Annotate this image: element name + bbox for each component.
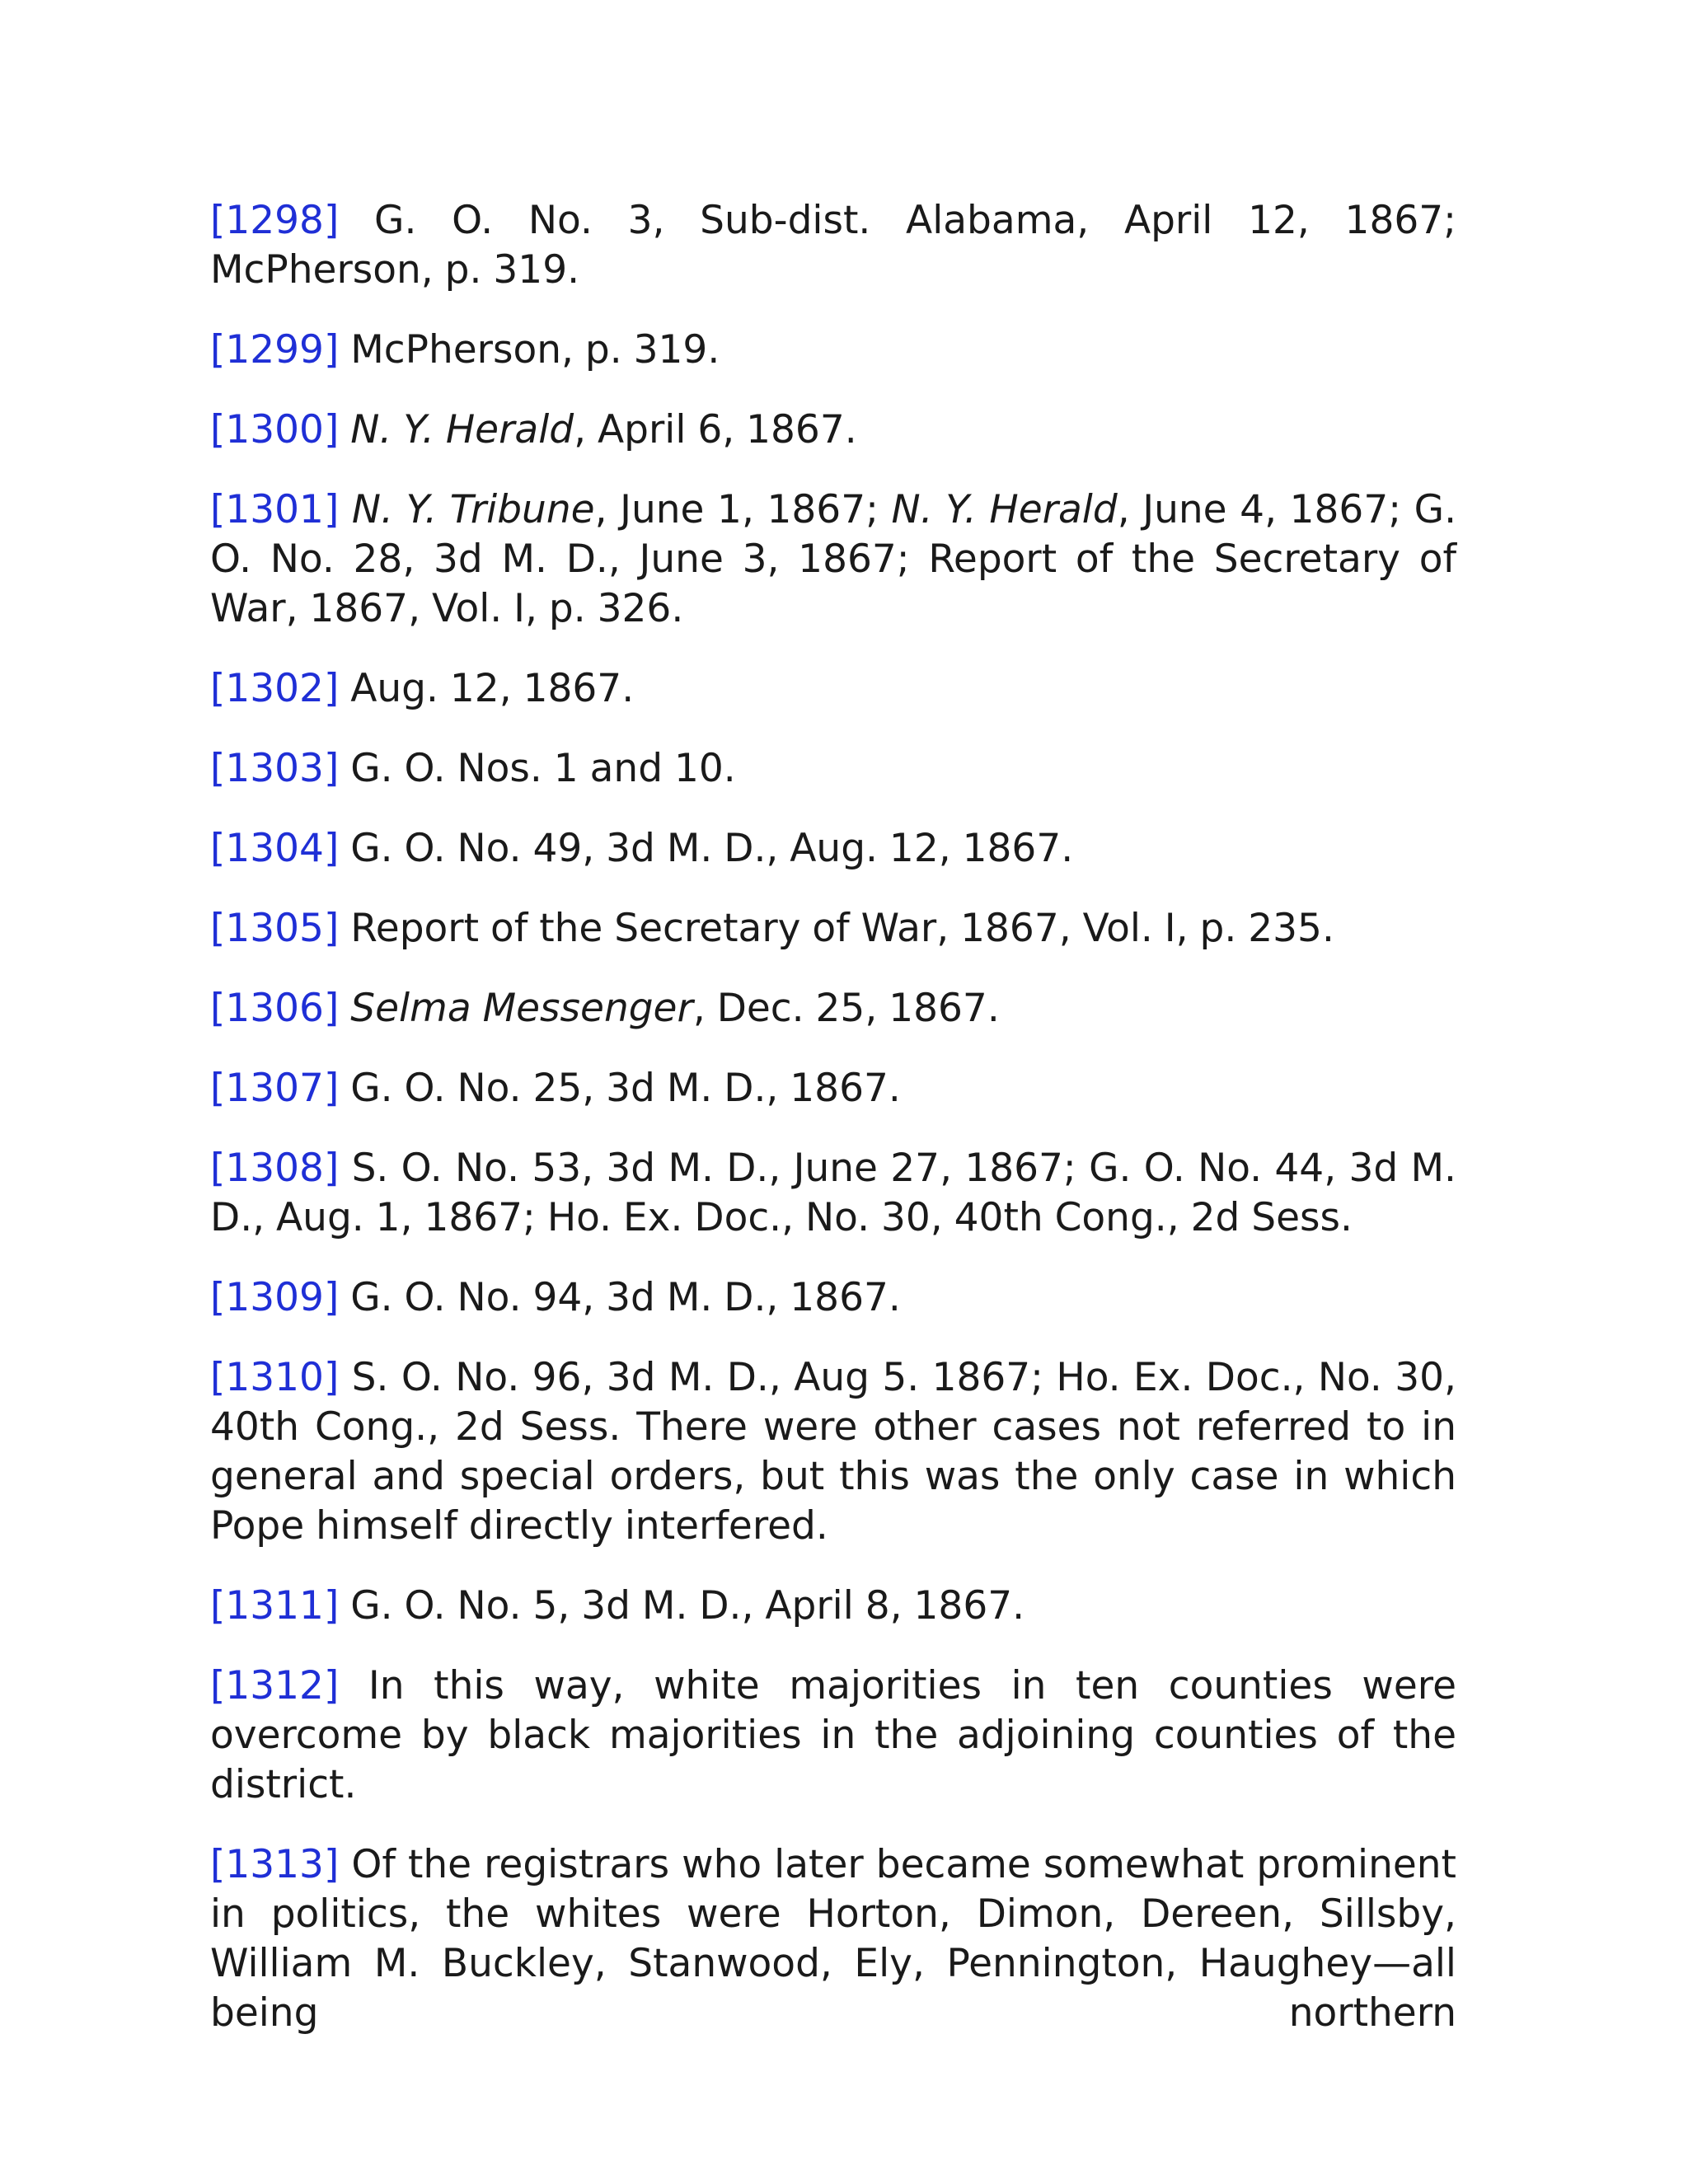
footnote (210, 1840, 1456, 2038)
footnote (210, 1353, 1456, 1551)
footnote (210, 904, 1456, 954)
footnote-ref-link[interactable]: [1312] (210, 1663, 340, 1708)
footnote-text (339, 487, 352, 532)
footnote-ref-link[interactable]: [1300] (210, 407, 340, 452)
footnote-text: , June 1, 1867; (594, 487, 892, 532)
newspaper-title: N. Y. Tribune (351, 487, 595, 532)
footnote (210, 326, 1456, 375)
newspaper-title: N. Y. Herald (350, 407, 574, 452)
footnote-text (339, 407, 350, 452)
footnote-ref-link[interactable]: [1302] (210, 666, 340, 711)
footnote-text: G. O. No. 25, 3d M. D., 1867. (339, 1066, 901, 1111)
footnote (210, 824, 1456, 874)
footnote-text: G. O. Nos. 1 and 10. (339, 746, 736, 791)
footnote-text: G. O. No. 5, 3d M. D., April 8, 1867. (339, 1583, 1025, 1629)
footnote (210, 485, 1456, 634)
footnote-ref-link[interactable]: [1305] (210, 906, 340, 951)
footnote (210, 1661, 1456, 1810)
footnote-ref-link[interactable]: [1298] (210, 198, 340, 243)
footnote (210, 1273, 1456, 1323)
footnote-text: Aug. 12, 1867. (339, 666, 635, 711)
footnote-ref-link[interactable]: [1299] (210, 327, 340, 373)
footnote-ref-link[interactable]: [1307] (210, 1066, 340, 1111)
footnote-ref-link[interactable]: [1310] (210, 1355, 340, 1400)
footnote-ref-link[interactable]: [1309] (210, 1275, 340, 1320)
footnote-text: McPherson, p. 319. (339, 327, 720, 373)
footnote-text: , April 6, 1867. (574, 407, 857, 452)
footnote-text: In this way, white majorities in ten counties were overcome by black majorities in the adjoining counties of the district. (210, 1663, 1456, 1807)
footnotes-page (210, 196, 1456, 2069)
footnote-text: G. O. No. 94, 3d M. D., 1867. (339, 1275, 901, 1320)
footnote-text: , June 4, 1867; G. O. No. 28, 3d M. D., June 3, 1867; Report of the Secretary of War, 1867, Vol. I, p. 326. (210, 487, 1457, 631)
footnote-ref-link[interactable]: [1311] (210, 1583, 340, 1629)
footnote-ref-link[interactable]: [1304] (210, 826, 340, 871)
footnote (210, 1144, 1456, 1243)
footnote (210, 744, 1456, 794)
footnote-ref-link[interactable]: [1301] (210, 487, 340, 532)
footnote (210, 664, 1456, 714)
footnote (210, 196, 1456, 295)
footnote-ref-link[interactable]: [1313] (210, 1842, 340, 1887)
footnote-text: Of the registrars who later became somewhat prominent in politics, the whites were Horton, Dimon, Dereen, Sillsby, William M. Buckley, Stanwood, Ely, Pennington, Haughey—all being northern (210, 1842, 1456, 2036)
footnote-text: S. O. No. 96, 3d M. D., Aug 5. 1867; Ho. Ex. Doc., No. 30, 40th Cong., 2d Sess. There were other cases not referred to in general and special orders, but this was the only case in which Pope himself directly interfered. (210, 1355, 1456, 1549)
footnote-text: Report of the Secretary of War, 1867, Vol. I, p. 235. (339, 906, 1334, 951)
footnote-text: S. O. No. 53, 3d M. D., June 27, 1867; G. O. No. 44, 3d M. D., Aug. 1, 1867; Ho. Ex. Doc., No. 30, 40th Cong., 2d Sess. (210, 1146, 1456, 1240)
footnote-text: G. O. No. 3, Sub-dist. Alabama, April 12, 1867; McPherson, p. 319. (210, 198, 1456, 293)
newspaper-title: Selma Messenger (350, 986, 693, 1031)
footnote (210, 405, 1456, 455)
footnote-text: G. O. No. 49, 3d M. D., Aug. 12, 1867. (339, 826, 1074, 871)
footnote (210, 1064, 1456, 1113)
footnote-text (339, 986, 350, 1031)
footnote (210, 1582, 1456, 1631)
newspaper-title: N. Y. Herald (891, 487, 1118, 532)
footnote-ref-link[interactable]: [1306] (210, 986, 340, 1031)
footnote-ref-link[interactable]: [1303] (210, 746, 340, 791)
footnote-text: , Dec. 25, 1867. (692, 986, 1000, 1031)
footnote-ref-link[interactable]: [1308] (210, 1146, 340, 1191)
footnote (210, 984, 1456, 1033)
